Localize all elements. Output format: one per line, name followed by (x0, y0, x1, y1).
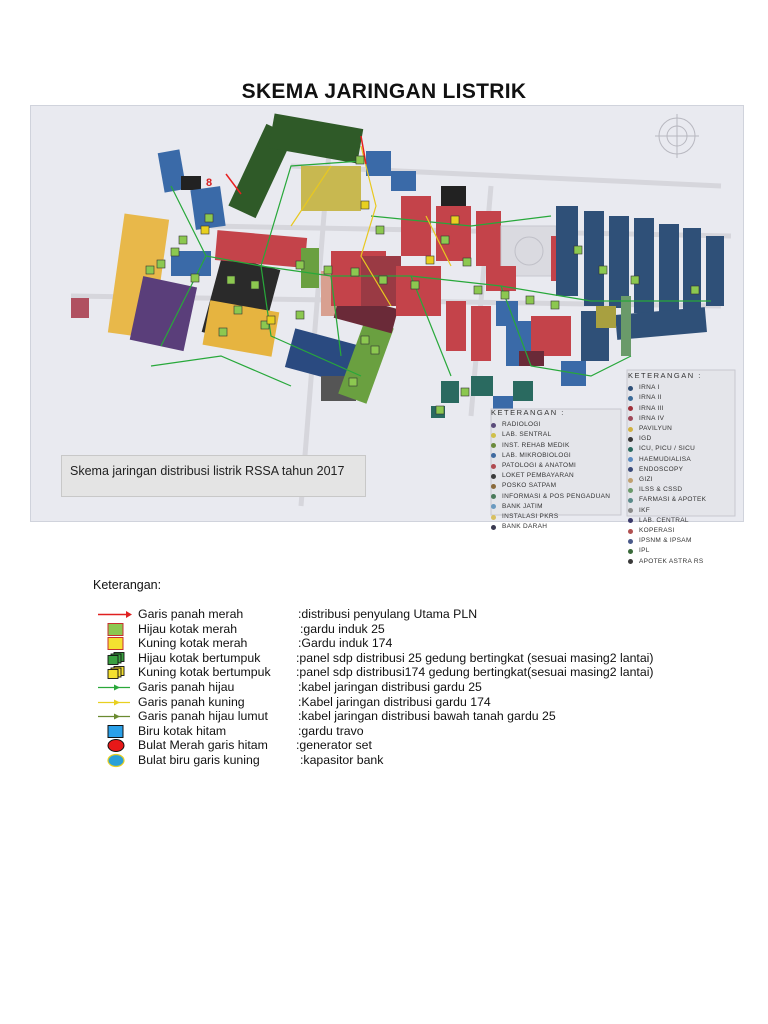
yellow-arrow-icon (96, 696, 132, 709)
map-key-label: IPSNM & IPSAM (639, 537, 692, 545)
map-key-item (628, 393, 706, 403)
key-dot-icon (491, 464, 496, 469)
map-key-label: PATOLOGI & ANATOMI (502, 462, 577, 470)
key-dot-icon (628, 437, 633, 442)
site-map (30, 105, 744, 565)
map-key-right (628, 371, 706, 567)
blue-circle-yellow-border-icon (96, 754, 132, 767)
yellow-box-red-border-icon (96, 637, 132, 650)
olive-arrow-icon (96, 710, 132, 723)
key-dot-icon (628, 508, 633, 513)
map-key-item (628, 495, 706, 505)
legend-item-description: :Kabel jaringan distribusi gardu 174 (298, 694, 491, 709)
map-key-item (491, 441, 610, 451)
map-key-label: POSKO SATPAM (502, 482, 557, 490)
map-key-item (491, 471, 610, 481)
map-key-label: LAB. CENTRAL (639, 516, 689, 524)
map-key-label: INSTALASI PKRS (502, 513, 559, 521)
map-key-left-heading: KETERANGAN : (491, 408, 565, 417)
map-key-left (491, 408, 610, 532)
map-caption: Skema jaringan distribusi listrik RSSA tahun 2017 (61, 455, 366, 497)
map-key-item (628, 465, 706, 475)
key-dot-icon (628, 529, 633, 534)
map-key-item (491, 492, 610, 502)
map-marker-number: 8 (206, 177, 213, 189)
map-key-label: APOTEK ASTRA RS (639, 557, 704, 565)
legend-item-description: :Gardu induk 174 (298, 636, 393, 651)
key-dot-icon (491, 484, 496, 489)
map-key-item (491, 502, 610, 512)
map-key-label: IRNA II (639, 394, 662, 402)
map-key-item (491, 512, 610, 522)
map-key-item (628, 475, 706, 485)
map-key-item (628, 546, 706, 556)
map-key-label: IRNA III (639, 404, 664, 412)
map-key-label: INFORMASI & POS PENGADUAN (502, 492, 611, 500)
map-key-label: BANK JATIM (502, 502, 543, 510)
map-key-item (491, 451, 610, 461)
map-key-label: LAB. MIKROBIOLOGI (502, 451, 572, 459)
key-dot-icon (491, 423, 496, 428)
legend-item-name: Bulat Merah garis hitam (138, 738, 268, 753)
map-key-item (628, 404, 706, 414)
map-key-item (491, 420, 610, 430)
map-key-item (491, 461, 610, 471)
legend-heading: Keterangan: (93, 578, 162, 592)
key-dot-icon (628, 478, 633, 483)
map-key-label: LAB. SENTRAL (502, 431, 552, 439)
key-dot-icon (628, 396, 633, 401)
map-key-right-heading: KETERANGAN : (628, 371, 702, 380)
map-key-label: BANK DARAH (502, 523, 548, 531)
key-dot-icon (628, 467, 633, 472)
key-dot-icon (628, 427, 633, 432)
legend-item-description: :kapasitor bank (300, 752, 384, 767)
legend-item-name: Bulat biru garis kuning (138, 752, 260, 767)
map-key-item (491, 522, 610, 532)
map-key-item (628, 455, 706, 465)
key-dot-icon (628, 447, 633, 452)
map-key-item (491, 430, 610, 440)
key-dot-icon (491, 525, 496, 530)
map-key-item (628, 516, 706, 526)
legend-item-description: :gardu travo (298, 723, 364, 738)
map-key-label: INST. REHAB MEDIK (502, 441, 570, 449)
map-key-label: FARMASI & APOTEK (639, 496, 707, 504)
legend-item-name: Garis panah merah (138, 607, 244, 621)
map-key-label: IPL (639, 547, 650, 555)
map-key-item (628, 444, 706, 454)
key-dot-icon (491, 504, 496, 509)
blue-box-black-border-icon (96, 725, 132, 738)
key-dot-icon (628, 416, 633, 421)
map-key-item (628, 434, 706, 444)
map-key-label: IRNA IV (639, 414, 665, 422)
legend-item-description: :panel sdp distribusi174 gedung bertingkat(sesuai masing2 lantai) (296, 665, 654, 680)
legend-item-name: Hijau kotak merah (138, 621, 238, 636)
map-key-item (628, 526, 706, 536)
key-dot-icon (491, 433, 496, 438)
legend-item-name: Kuning kotak bertumpuk (138, 665, 271, 680)
key-dot-icon (628, 406, 633, 411)
legend-item-name: Garis panah hijau lumut (138, 709, 268, 724)
legend-item-name: Garis panah hijau (138, 679, 235, 694)
legend-item-description: :distribusi penyulang Utama PLN (298, 607, 478, 621)
map-key-label: ILSS & CSSD (639, 486, 683, 494)
map-key-item (628, 414, 706, 424)
map-key-item (628, 506, 706, 516)
map-key-label: IKF (639, 506, 651, 514)
map-key-label: ENDOSCOPY (639, 465, 684, 473)
legend-item-description: :kabel jaringan distribusi bawah tanah gardu 25 (298, 709, 556, 724)
key-dot-icon (628, 539, 633, 544)
compass-rose (655, 114, 699, 158)
stacked-yellow-boxes-icon (96, 666, 132, 679)
green-arrow-icon (96, 681, 132, 694)
key-dot-icon (628, 386, 633, 391)
map-key-item (628, 557, 706, 567)
key-dot-icon (628, 549, 633, 554)
legend-item-description: :gardu induk 25 (300, 621, 385, 636)
key-dot-icon (491, 453, 496, 458)
map-key-label: PAVILYUN (639, 425, 673, 433)
red-arrow-icon (96, 608, 132, 621)
green-box-red-border-icon (96, 623, 132, 636)
map-key-label: IRNA I (639, 384, 660, 392)
legend-item-name: Kuning kotak merah (138, 636, 248, 651)
key-dot-icon (491, 443, 496, 448)
map-key-label: ICU, PICU / SICU (639, 445, 696, 453)
map-key-item (628, 383, 706, 393)
key-dot-icon (628, 457, 633, 462)
legend-item-description: :panel sdp distribusi 25 gedung bertingkat (sesuai masing2 lantai) (296, 650, 654, 665)
map-key-label: GIZI (639, 476, 653, 484)
legend-item-name: Biru kotak hitam (138, 723, 227, 738)
map-key-label: HAEMUDIALISA (639, 455, 692, 463)
key-dot-icon (491, 474, 496, 479)
page-title: SKEMA JARINGAN LISTRIK (241, 80, 527, 103)
key-dot-icon (628, 518, 633, 523)
map-key-item (491, 481, 610, 491)
key-dot-icon (628, 488, 633, 493)
legend-item-name: Hijau kotak bertumpuk (138, 650, 261, 665)
legend-item-description: :generator set (296, 738, 372, 753)
map-key-label: KOPERASI (639, 527, 675, 535)
map-key-item (628, 485, 706, 495)
map-key-label: RADIOLOGI (502, 421, 541, 429)
map-key-item (628, 536, 706, 546)
map-key-label: IGD (639, 435, 652, 443)
map-key-item (628, 424, 706, 434)
map-key-label: LOKET PEMBAYARAN (502, 472, 574, 480)
key-dot-icon (628, 498, 633, 503)
key-dot-icon (491, 494, 496, 499)
legend-item-name: Garis panah kuning (138, 694, 245, 709)
key-dot-icon (491, 515, 496, 520)
stacked-green-boxes-icon (96, 652, 132, 665)
legend-item-description: :kabel jaringan distribusi gardu 25 (298, 679, 482, 694)
key-dot-icon (628, 559, 633, 564)
red-circle-black-border-icon (96, 739, 132, 752)
